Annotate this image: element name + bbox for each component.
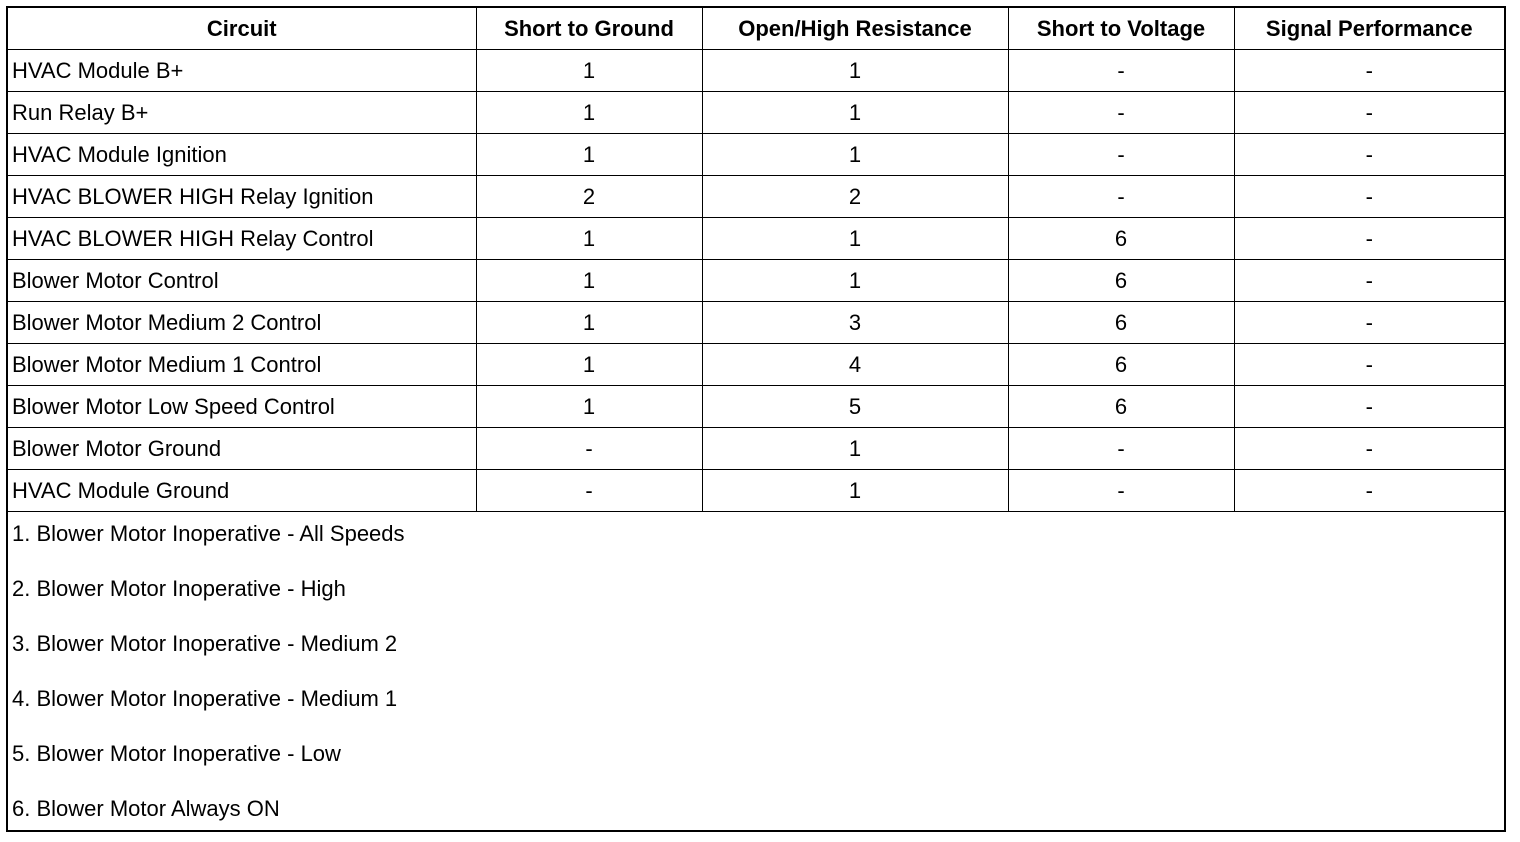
short-to-ground-value: -	[476, 470, 702, 512]
short-to-voltage-value: -	[1008, 92, 1234, 134]
table-row	[8, 50, 1504, 92]
short-to-voltage-value: 6	[1008, 386, 1234, 428]
circuit-name: Blower Motor Ground	[8, 428, 476, 470]
short-to-ground-value: 1	[476, 218, 702, 260]
short-to-voltage-value: -	[1008, 428, 1234, 470]
signal-performance-value: -	[1234, 302, 1504, 344]
short-to-voltage-value: -	[1008, 134, 1234, 176]
table-row	[8, 134, 1504, 176]
short-to-ground-value: 1	[476, 260, 702, 302]
short-to-voltage-value: -	[1008, 470, 1234, 512]
circuit-name: HVAC Module Ignition	[8, 134, 476, 176]
circuit-name: Blower Motor Medium 1 Control	[8, 344, 476, 386]
open-high-resistance-value: 2	[702, 176, 1008, 218]
short-to-ground-value: 2	[476, 176, 702, 218]
footnotes	[8, 512, 1504, 842]
table-row	[8, 344, 1504, 386]
circuit-symptom-table-frame	[6, 6, 1506, 832]
short-to-ground-value: 1	[476, 50, 702, 92]
header-circuit: Circuit	[8, 8, 476, 50]
signal-performance-value: -	[1234, 386, 1504, 428]
signal-performance-value: -	[1234, 134, 1504, 176]
signal-performance-value: -	[1234, 218, 1504, 260]
signal-performance-value: -	[1234, 470, 1504, 512]
circuit-name: HVAC Module B+	[8, 50, 476, 92]
table-row	[8, 302, 1504, 344]
circuit-name: Blower Motor Medium 2 Control	[8, 302, 476, 344]
open-high-resistance-value: 1	[702, 92, 1008, 134]
open-high-resistance-value: 1	[702, 428, 1008, 470]
circuit-name: Run Relay B+	[8, 92, 476, 134]
footnote-item: 6. Blower Motor Always ON	[12, 796, 280, 821]
short-to-voltage-value: 6	[1008, 218, 1234, 260]
open-high-resistance-value: 3	[702, 302, 1008, 344]
footnote-item: 3. Blower Motor Inoperative - Medium 2	[12, 631, 398, 656]
signal-performance-value: -	[1234, 176, 1504, 218]
open-high-resistance-value: 1	[702, 260, 1008, 302]
footnote-item: 5. Blower Motor Inoperative - Low	[12, 741, 341, 766]
table-row	[8, 260, 1504, 302]
circuit-name: HVAC BLOWER HIGH Relay Control	[8, 218, 476, 260]
table-row	[8, 176, 1504, 218]
short-to-voltage-value: 6	[1008, 344, 1234, 386]
short-to-ground-value: 1	[476, 134, 702, 176]
circuit-symptom-table	[8, 8, 1504, 512]
header-open-high-resistance: Open/High Resistance	[702, 8, 1008, 50]
short-to-ground-value: 1	[476, 344, 702, 386]
open-high-resistance-value: 4	[702, 344, 1008, 386]
circuit-name: Blower Motor Control	[8, 260, 476, 302]
signal-performance-value: -	[1234, 50, 1504, 92]
circuit-name: Blower Motor Low Speed Control	[8, 386, 476, 428]
footnote-item: 2. Blower Motor Inoperative - High	[12, 576, 346, 601]
short-to-ground-value: 1	[476, 302, 702, 344]
table-row	[8, 470, 1504, 512]
open-high-resistance-value: 1	[702, 50, 1008, 92]
short-to-ground-value: -	[476, 428, 702, 470]
open-high-resistance-value: 5	[702, 386, 1008, 428]
short-to-voltage-value: 6	[1008, 260, 1234, 302]
signal-performance-value: -	[1234, 344, 1504, 386]
header-short-to-voltage: Short to Voltage	[1008, 8, 1234, 50]
signal-performance-value: -	[1234, 428, 1504, 470]
footnote-item: 4. Blower Motor Inoperative - Medium 1	[12, 686, 398, 711]
header-signal-performance: Signal Performance	[1234, 8, 1504, 50]
open-high-resistance-value: 1	[702, 218, 1008, 260]
short-to-voltage-value: -	[1008, 50, 1234, 92]
circuit-name: HVAC Module Ground	[8, 470, 476, 512]
short-to-voltage-value: 6	[1008, 302, 1234, 344]
header-row	[8, 8, 1504, 50]
open-high-resistance-value: 1	[702, 134, 1008, 176]
short-to-ground-value: 1	[476, 92, 702, 134]
signal-performance-value: -	[1234, 92, 1504, 134]
short-to-ground-value: 1	[476, 386, 702, 428]
footnote-item: 1. Blower Motor Inoperative - All Speeds	[12, 521, 405, 546]
table-row	[8, 218, 1504, 260]
table-row	[8, 428, 1504, 470]
circuit-name: HVAC BLOWER HIGH Relay Ignition	[8, 176, 476, 218]
header-short-to-ground: Short to Ground	[476, 8, 702, 50]
table-row	[8, 386, 1504, 428]
signal-performance-value: -	[1234, 260, 1504, 302]
table-row	[8, 92, 1504, 134]
open-high-resistance-value: 1	[702, 470, 1008, 512]
short-to-voltage-value: -	[1008, 176, 1234, 218]
